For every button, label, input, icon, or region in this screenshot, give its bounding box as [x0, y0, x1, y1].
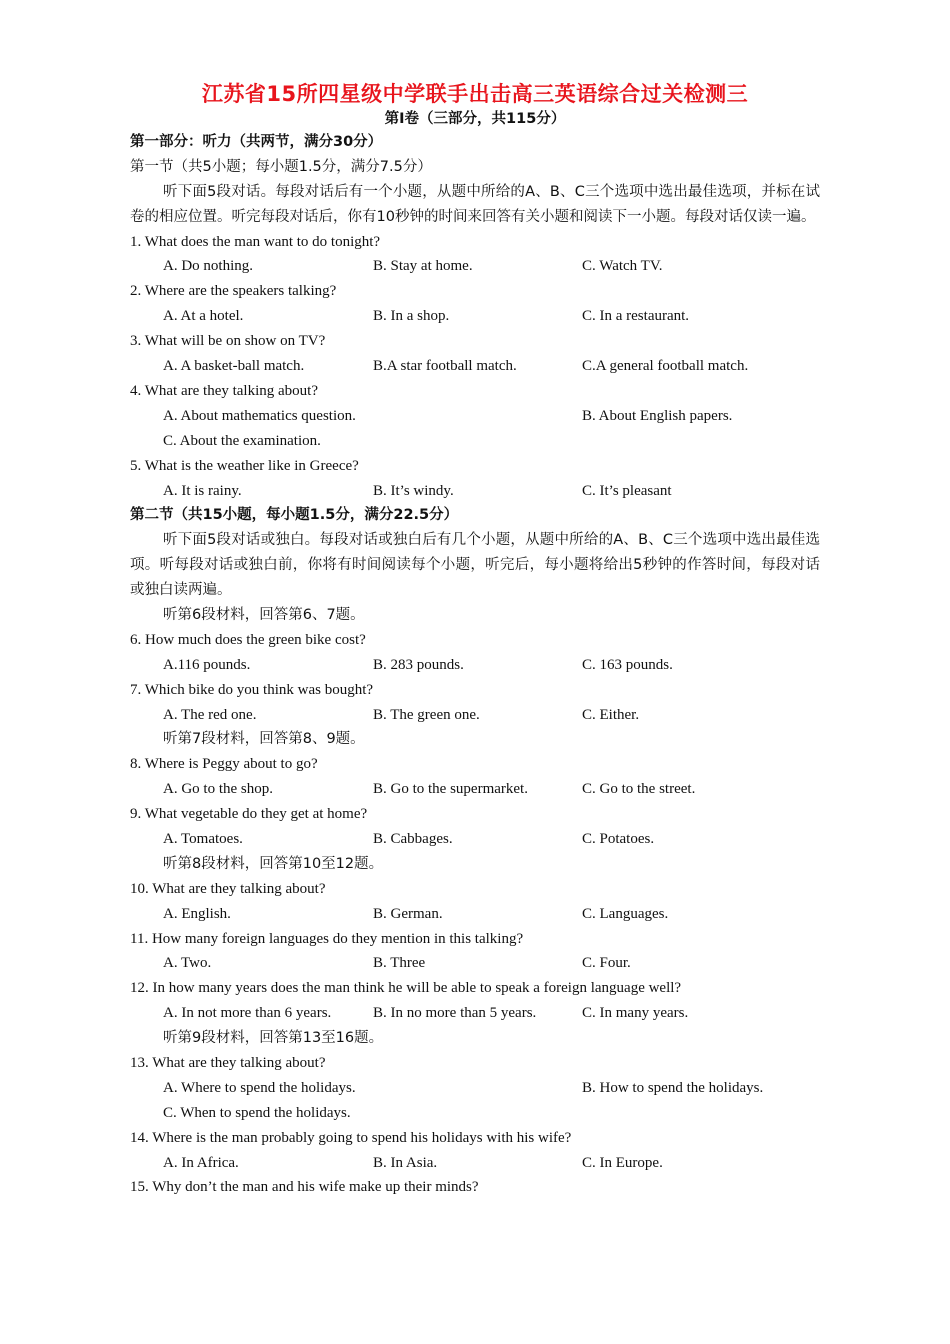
option-b: B. Three: [373, 955, 426, 972]
question-stem: 2. Where are the speakers talking?: [130, 283, 337, 300]
material-note: 听第8段材料，回答第10至12题。: [163, 855, 384, 872]
section1-instructions: 听下面5段对话。每段对话后有一个小题，从题中所给的A、B、C三个选项中选出最佳选项，并标在试卷的相应位置。听完每段对话后，你有10秒钟的时间来回答有关小题和阅读下一小题。每段对话仅读一遍。: [130, 183, 820, 225]
question-options: [130, 304, 820, 329]
option-a: A. In not more than 6 years.: [163, 1005, 332, 1022]
question-stem: 6. How much does the green bike cost?: [130, 631, 366, 648]
option-c: C. Languages.: [582, 905, 669, 922]
question-options: [130, 1151, 820, 1176]
question-options: [130, 1001, 820, 1026]
option-b: B. Go to the supermarket.: [373, 781, 528, 798]
document-content: [130, 130, 820, 1200]
question-stem: 4. What are they talking about?: [130, 382, 318, 399]
option-b: B.A star football match.: [373, 358, 517, 375]
question-options: [130, 479, 820, 504]
option-c: C. Potatoes.: [582, 831, 655, 848]
option-a: A.116 pounds.: [163, 656, 251, 673]
question-stem: 14. Where is the man probably going to spend his holidays with his wife?: [130, 1129, 572, 1146]
option-a: A. English.: [163, 905, 231, 922]
option-b: B. In Asia.: [373, 1154, 438, 1171]
option-c: C. When to spend the holidays.: [163, 1104, 351, 1121]
document-subtitle: 第Ⅰ卷（三部分，共115分）: [384, 111, 566, 127]
section2-heading: 第二节（共15小题，每小题1.5分，满分22.5分）: [130, 507, 459, 524]
option-a: A. A basket-ball match.: [163, 358, 305, 375]
question-options: [130, 1076, 820, 1101]
material-note: 听第9段材料，回答第13至16题。: [163, 1030, 384, 1047]
question-stem: 7. Which bike do you think was bought?: [130, 681, 374, 698]
question-stem: 1. What does the man want to do tonight?: [130, 233, 381, 250]
question-options: [130, 827, 820, 852]
question-options: [130, 703, 820, 728]
option-c: C. 163 pounds.: [582, 656, 673, 673]
option-c: C. About the examination.: [163, 432, 321, 449]
material-note: 听第7段材料，回答第8、9题。: [163, 731, 365, 748]
question-stem: 5. What is the weather like in Greece?: [130, 457, 359, 474]
question-stem: 8. Where is Peggy about to go?: [130, 756, 318, 773]
option-c: C. In many years.: [582, 1005, 689, 1022]
option-a: A. Do nothing.: [163, 258, 253, 275]
option-c: C. In a restaurant.: [582, 308, 690, 325]
option-b: B. In a shop.: [373, 308, 450, 325]
option-c: C. Go to the street.: [582, 781, 696, 798]
document-title: 江苏省15所四星级中学联手出击高三英语综合过关检测三: [201, 82, 749, 106]
option-c: C. It’s pleasant: [582, 482, 672, 499]
material-note: 听第6段材料，回答第6、7题。: [163, 607, 365, 623]
option-b: B. How to spend the holidays.: [582, 1079, 764, 1096]
option-a: A. At a hotel.: [163, 308, 244, 325]
question-stem: 10. What are they talking about?: [130, 880, 326, 897]
option-b: B. Cabbages.: [373, 831, 453, 848]
option-a: A. Tomatoes.: [163, 831, 243, 848]
question-options: [130, 777, 820, 802]
question-stem: 15. Why don’t the man and his wife make up their minds?: [130, 1179, 479, 1196]
question-options: [130, 902, 820, 927]
option-a: A. About mathematics question.: [163, 407, 356, 424]
option-c: C. Four.: [582, 955, 631, 972]
question-stem: 12. In how many years does the man think he will be able to speak a foreign language well?: [130, 980, 682, 997]
question-options: [130, 951, 820, 976]
option-a: A. It is rainy.: [163, 482, 242, 499]
section2-instructions: 听下面5段对话或独白。每段对话或独白后有几个小题，从题中所给的A、B、C三个选项中选出最佳选项。听每段对话或独白前，你将有时间阅读每个小题，听完后，每小题将给出5秒钟的作答时间，每段对话或独白读两遍。: [130, 532, 820, 599]
option-b: B. About English papers.: [582, 407, 733, 424]
option-b: B. The green one.: [373, 706, 480, 723]
question-stem: 3. What will be on show on TV?: [130, 333, 326, 350]
section1-heading: 第一节（共5小题；每小题1.5分，满分7.5分）: [130, 158, 432, 175]
question-stem: 11. How many foreign languages do they mention in this talking?: [130, 930, 524, 947]
part1-heading: 第一部分：听力（共两节，满分30分）: [130, 134, 383, 150]
option-a: A. Go to the shop.: [163, 781, 273, 798]
question-stem: 9. What vegetable do they get at home?: [130, 806, 368, 823]
question-options: [130, 404, 820, 429]
option-a: A. Two.: [163, 955, 212, 972]
option-a: A. The red one.: [163, 706, 257, 723]
option-c: C.A general football match.: [582, 358, 749, 375]
option-a: A. In Africa.: [163, 1154, 239, 1171]
option-c: C. Watch TV.: [582, 258, 663, 275]
question-options: [130, 653, 820, 678]
question-stem: 13. What are they talking about?: [130, 1055, 326, 1072]
option-b: B. It’s windy.: [373, 482, 454, 499]
option-b: B. 283 pounds.: [373, 656, 464, 673]
question-options: [130, 354, 820, 379]
option-b: B. Stay at home.: [373, 258, 473, 275]
option-b: B. In no more than 5 years.: [373, 1005, 537, 1022]
question-options: [130, 429, 820, 454]
option-c: C. In Europe.: [582, 1154, 663, 1171]
question-options: [130, 254, 820, 279]
question-options: [130, 1101, 820, 1126]
option-c: C. Either.: [582, 706, 640, 723]
option-a: A. Where to spend the holidays.: [163, 1079, 356, 1096]
option-b: B. German.: [373, 905, 443, 922]
